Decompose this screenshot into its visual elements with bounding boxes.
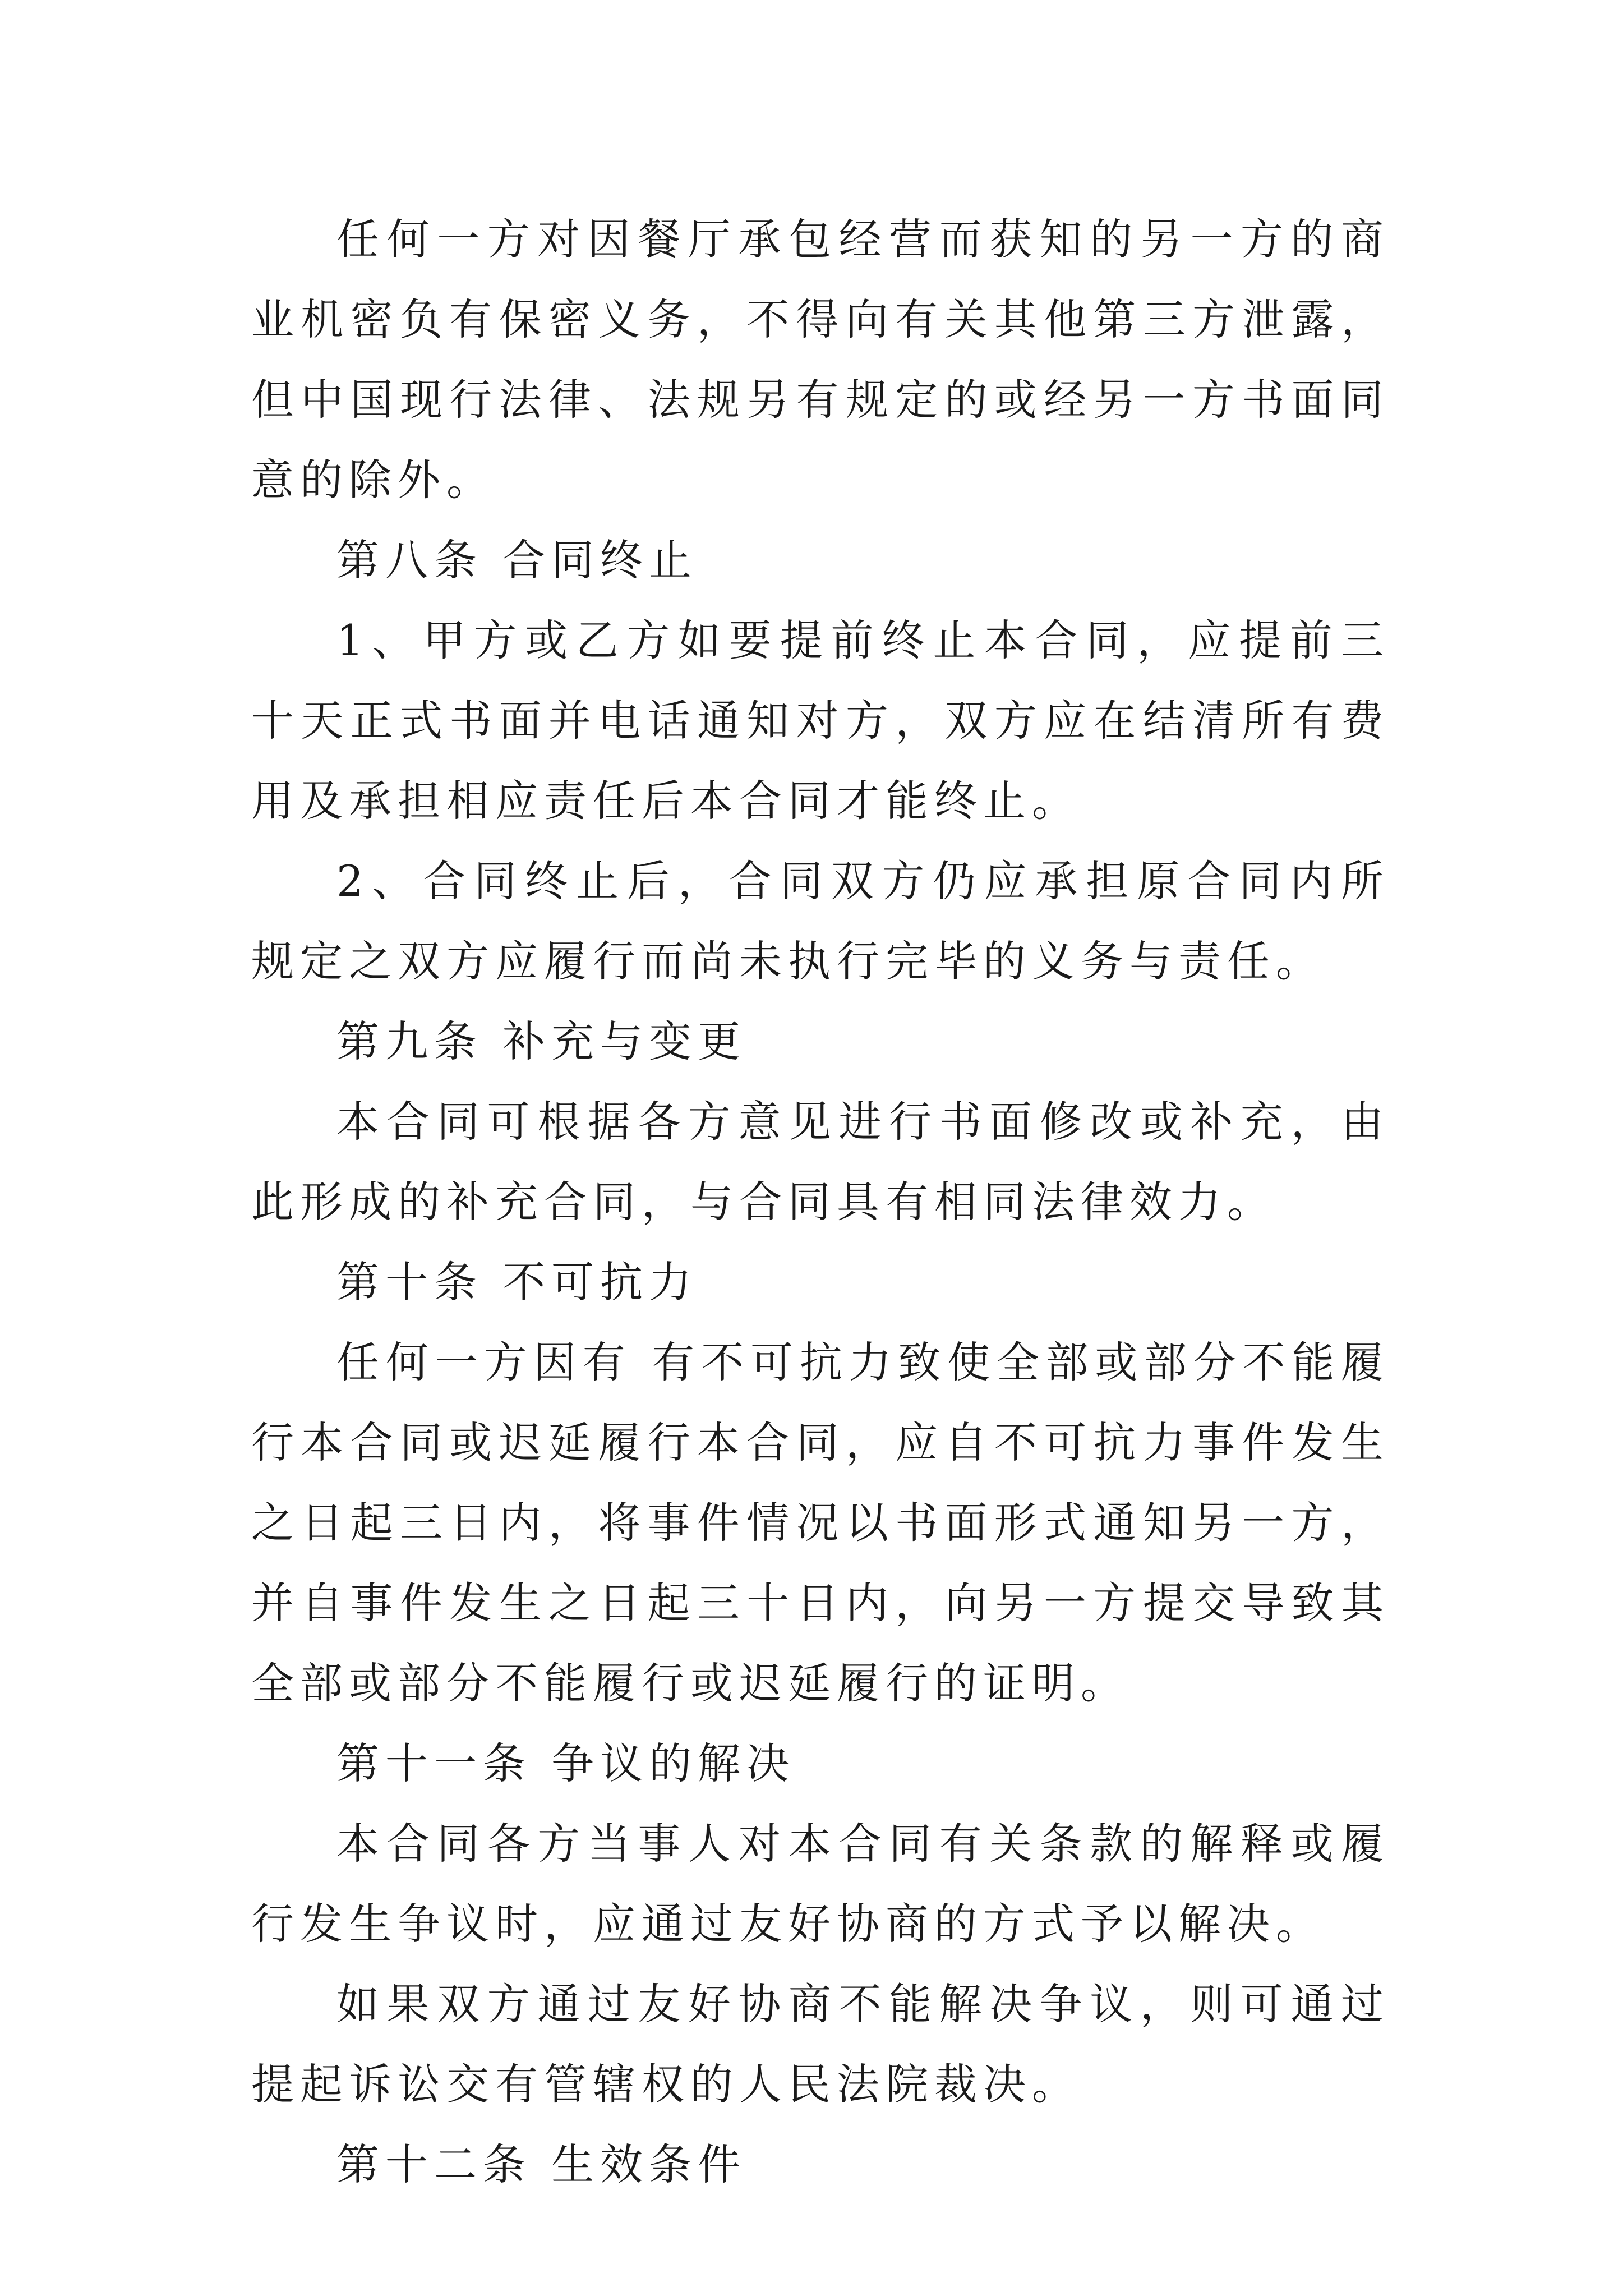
paragraph-dispute-1: 本合同各方当事人对本合同有关条款的解释或履行发生争议时，应通过友好协商的方式予以解决。 bbox=[251, 1819, 1390, 1949]
heading-article-10: 第十条 不可抗力 bbox=[336, 1257, 698, 1307]
paragraph-amendment: 本合同可根据各方意见进行书面修改或补充，由此形成的补充合同，与合同具有相同法律效力。 bbox=[251, 1097, 1390, 1227]
paragraph-confidentiality: 任何一方对因餐厅承包经营而获知的另一方的商业机密负有保密义务，不得向有关其他第三方泄露，但中国现行法律、法规另有规定的或经另一方书面同意的除外。 bbox=[251, 214, 1390, 505]
paragraph-termination-2: 2、合同终止后，合同双方仍应承担原合同内所规定之双方应履行而尚未执行完毕的义务与责任。 bbox=[251, 856, 1390, 986]
paragraph-termination-1: 1、甲方或乙方如要提前终止本合同，应提前三十天正式书面并电话通知对方，双方应在结清所有费用及承担相应责任后本合同才能终止。 bbox=[251, 615, 1390, 826]
heading-article-12: 第十二条 生效条件 bbox=[336, 2139, 747, 2189]
paragraph-dispute-2: 如果双方通过友好协商不能解决争议，则可通过提起诉讼交有管辖权的人民法院裁决。 bbox=[251, 1979, 1390, 2109]
heading-article-8: 第八条 合同终止 bbox=[336, 535, 698, 585]
heading-article-11: 第十一条 争议的解决 bbox=[336, 1738, 796, 1788]
heading-article-9: 第九条 补充与变更 bbox=[336, 1016, 747, 1066]
document-body bbox=[251, 199, 1390, 2205]
paragraph-force-majeure: 任何一方因有 有不可抗力致使全部或部分不能履行本合同或迟延履行本合同，应自不可抗力事件发生之日起三日内，将事件情况以书面形式通知另一方，并自事件发生之日起三十日内，向另一方提交导致其全部或部分不能履行或迟延履行的证明。 bbox=[251, 1337, 1390, 1708]
